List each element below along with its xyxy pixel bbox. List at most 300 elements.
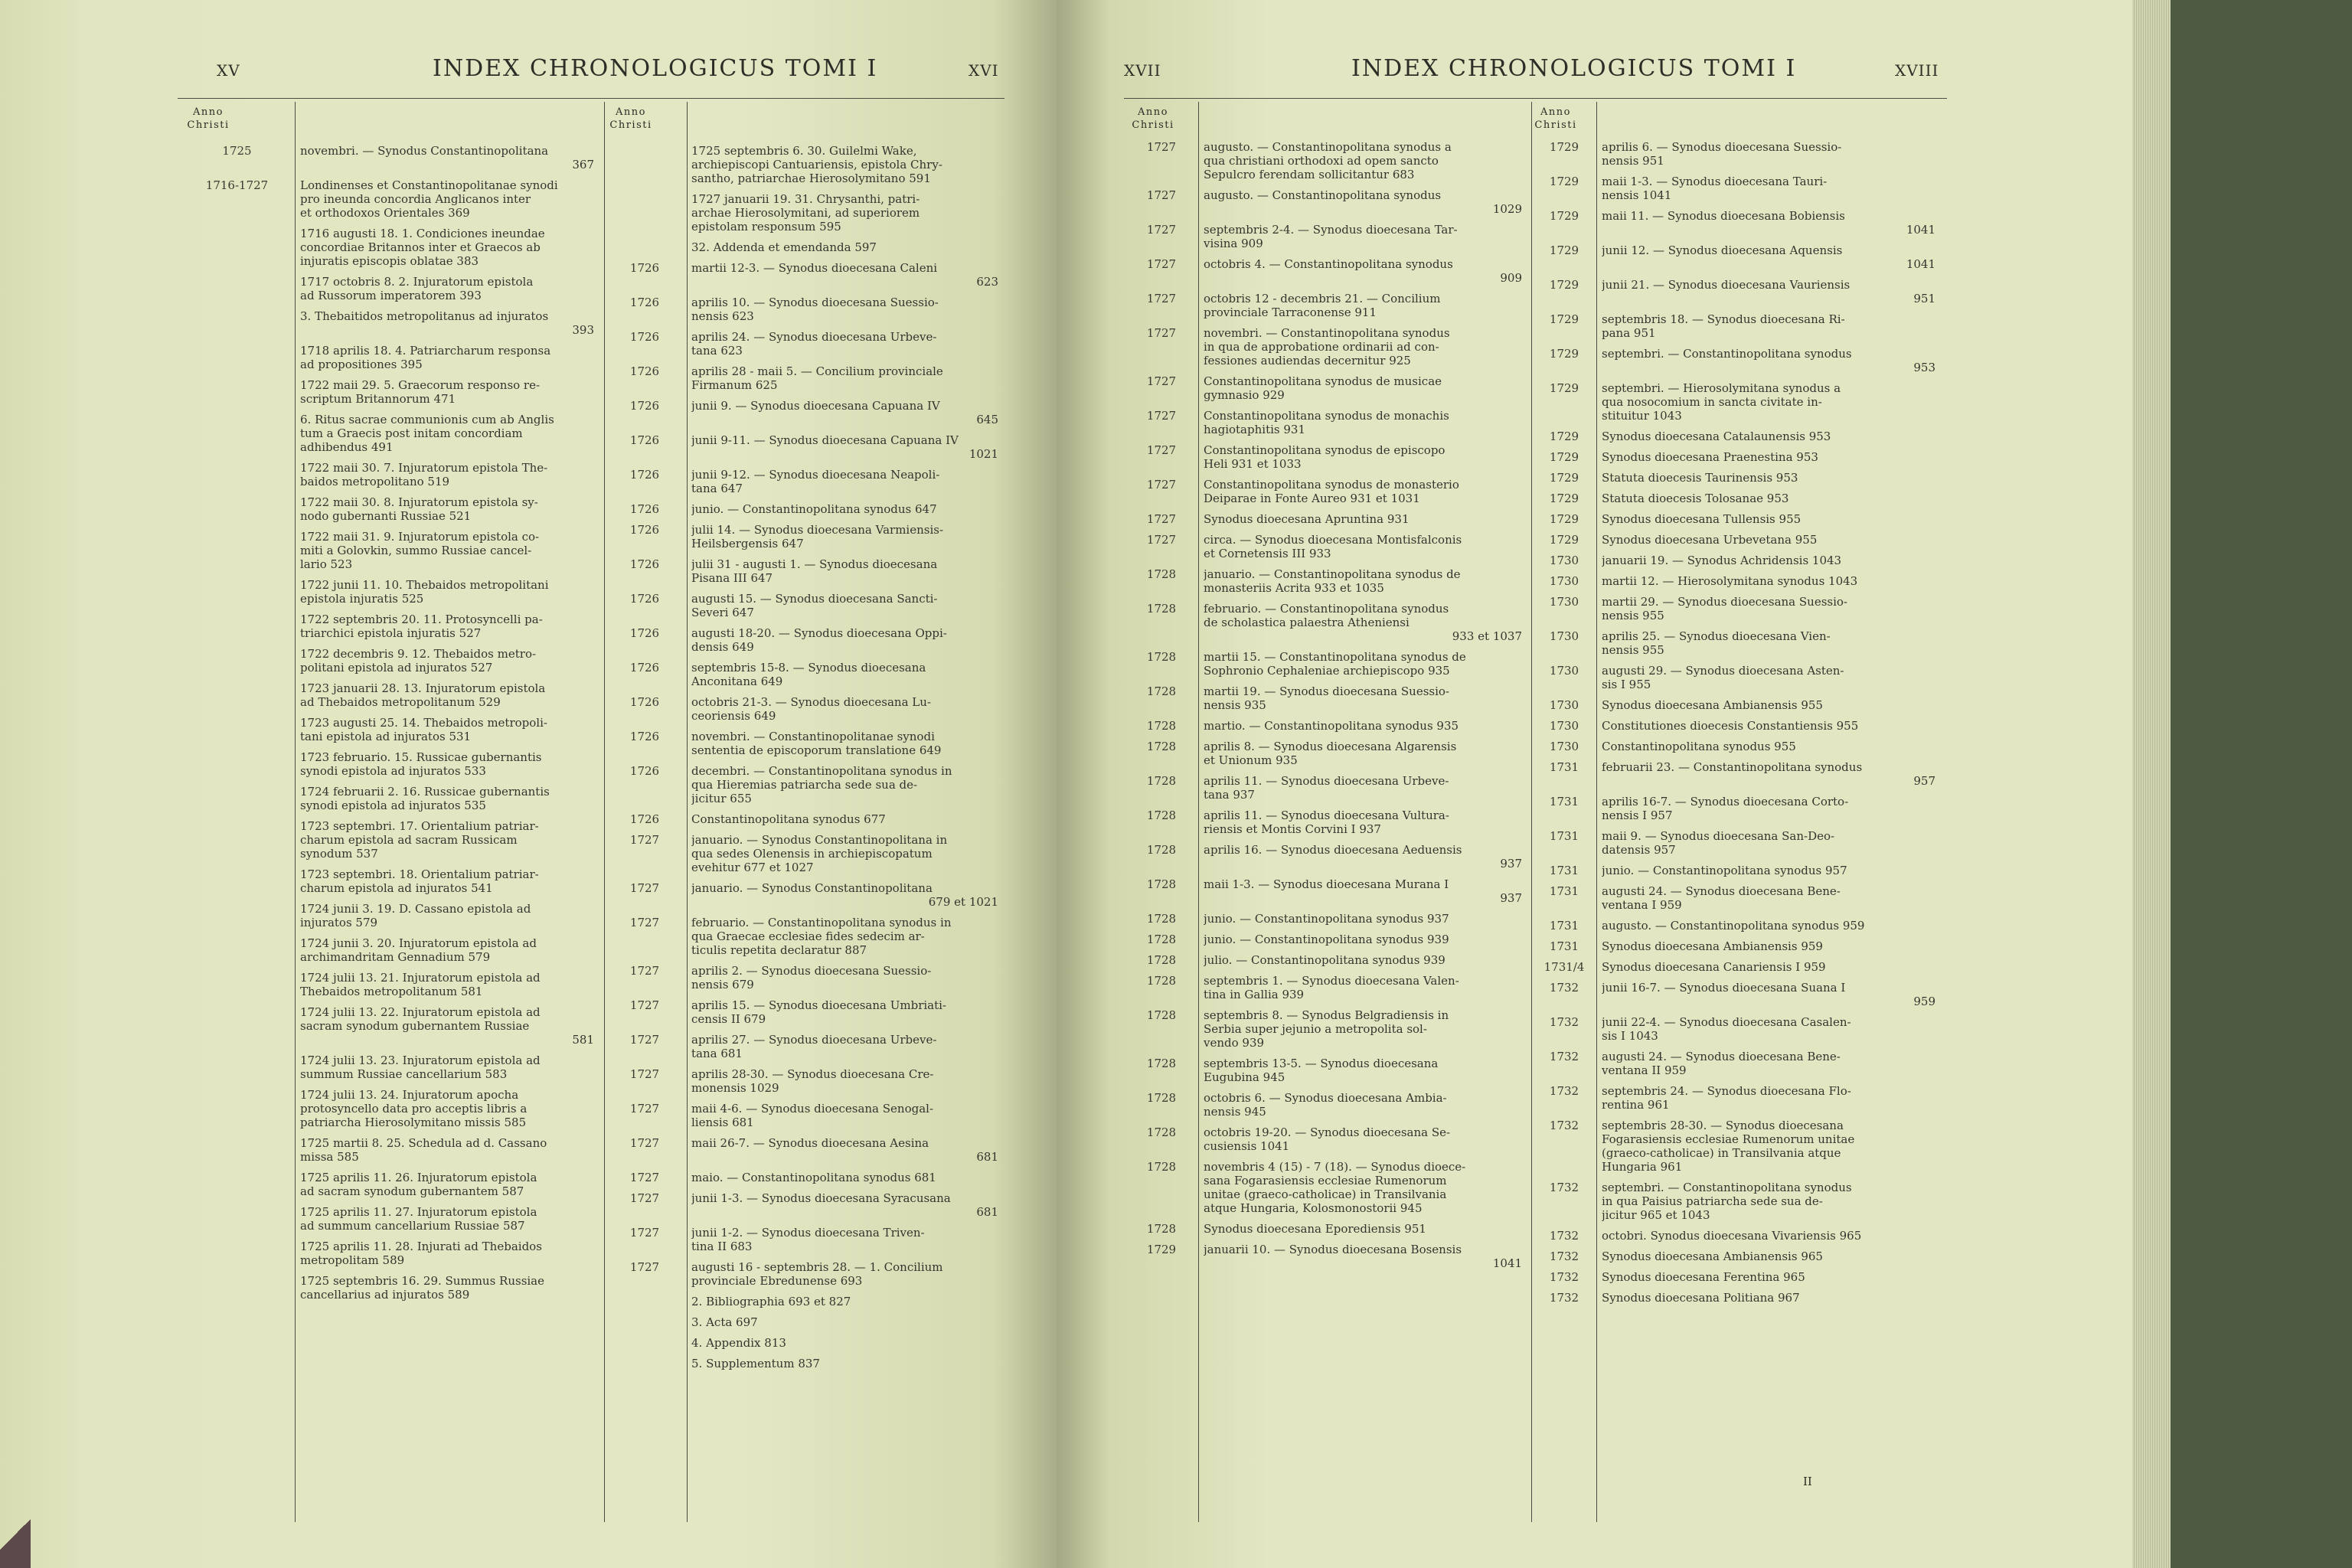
entry-line: maii 1-3. — Synodus dioecesana Tauri- (1602, 175, 1828, 188)
index-entry (691, 468, 1001, 495)
entry-line: evehitur 677 et 1027 (691, 861, 814, 874)
entry-line: martii 15. — Constantinopolitana synodus de (1204, 650, 1466, 664)
left-page (0, 0, 1057, 1568)
entry-line: 1724 februarii 2. 16. Russicae gubernantis (300, 785, 550, 799)
entry-line: injuratis episcopis oblatae 383 (300, 254, 479, 268)
index-entry (300, 785, 597, 812)
entry-line: junio. — Constantinopolitana synodus 957 (1602, 864, 1847, 877)
entry-line: 959 (1913, 995, 1936, 1008)
index-entry (300, 612, 597, 640)
entry-line: julii 31 - augusti 1. — Synodus dioecesana (691, 557, 938, 571)
index-entry (1204, 1091, 1525, 1119)
entry-year: 1731 (1549, 795, 1579, 808)
entry-year: 1727 (629, 916, 660, 929)
entry-line: Synodus dioecesana Tullensis 955 (1602, 512, 1802, 526)
entry-line: synodi epistola ad injuratos 533 (300, 764, 486, 778)
entry-line: aprilis 8. — Synodus dioecesana Algarensis (1204, 740, 1457, 753)
entry-line: injuratos 579 (300, 916, 378, 929)
entry-line: junio. — Constantinopolitana synodus 939 (1204, 933, 1449, 946)
entry-line: 581 (572, 1033, 594, 1047)
entry-line: in qua de approbatione ordinarii ad con- (1204, 340, 1439, 354)
index-entry (1204, 740, 1525, 767)
entry-line: Deiparae in Fonte Aureo 931 et 1031 (1204, 492, 1420, 505)
entry-line: 4. Appendix 813 (691, 1336, 786, 1350)
entry-line: 2. Bibliographia 693 et 827 (691, 1295, 851, 1308)
entry-year: 1727 (1146, 257, 1177, 271)
entry-line: nensis 679 (691, 978, 754, 991)
entry-line: septembris 13-5. — Synodus dioecesana (1204, 1057, 1439, 1070)
entry-line: tana 937 (1204, 788, 1255, 802)
entry-line: 3. Acta 697 (691, 1315, 758, 1329)
entry-line: septembris 28-30. — Synodus dioecesana (1602, 1119, 1844, 1132)
entry-line: ventana I 959 (1602, 898, 1682, 912)
entry-year: 1726 (629, 399, 660, 413)
entry-line: 1723 septembri. 17. Orientalium patriar- (300, 819, 539, 833)
entry-year: 1728 (1146, 953, 1177, 967)
entry-year: 1732 (1549, 1119, 1579, 1132)
entry-line: nodo gubernanti Russiae 521 (300, 509, 472, 523)
index-entry (1602, 1119, 1939, 1174)
index-entry (1204, 1243, 1525, 1270)
index-entry (300, 178, 597, 220)
entry-year: 1727 (629, 833, 660, 847)
index-entry (691, 261, 1001, 289)
entry-line: aprilis 25. — Synodus dioecesana Vien- (1602, 629, 1831, 643)
entry-line: sis I 1043 (1602, 1029, 1658, 1043)
index-entry (1204, 808, 1525, 836)
index-entry (691, 1260, 1001, 1288)
anno-christi-header: Anno Christi (1132, 106, 1174, 131)
entry-line: sis I 955 (1602, 678, 1651, 691)
entry-line: aprilis 2. — Synodus dioecesana Suessio- (691, 964, 932, 978)
entry-year: 1728 (1146, 912, 1177, 926)
entry-line: 1725 septembris 16. 29. Summus Russiae (300, 1274, 545, 1288)
index-entry (1602, 1181, 1939, 1222)
entry-year: 1727 (629, 1171, 660, 1184)
entry-year: 1727 (629, 881, 660, 895)
entry-year: 1727 (1146, 326, 1177, 340)
index-entry (691, 998, 1001, 1026)
entry-line: protosyncello data pro acceptis libris a (300, 1102, 528, 1116)
entry-line: summum Russiae cancellarium 583 (300, 1067, 508, 1081)
entry-line: 937 (1500, 891, 1522, 905)
index-entry (691, 1295, 1001, 1308)
index-entry (300, 1274, 597, 1302)
entry-year: 1730 (1549, 595, 1579, 609)
entry-line: santho, patriarchae Hierosolymitano 591 (691, 172, 931, 185)
entry-line: Constantinopolitana synodus de musicae (1204, 374, 1442, 388)
left-page-number-right: XVI (969, 61, 999, 80)
entry-year: 1729 (1549, 209, 1579, 223)
entry-line: 1722 decembris 9. 12. Thebaidos metro- (300, 647, 537, 661)
entry-line: 1041 (1906, 223, 1936, 237)
entry-year: 1732 (1549, 1270, 1579, 1284)
entry-line: junii 9. — Synodus dioecesana Capuana IV (691, 399, 940, 413)
entry-year: 1726 (629, 626, 660, 640)
entry-line: visina 909 (1204, 237, 1263, 250)
entry-line: Anconitana 649 (691, 675, 783, 688)
index-entry (300, 681, 597, 709)
entry-line: novembri. — Synodus Constantinopolitana (300, 144, 549, 158)
entry-line: aprilis 11. — Synodus dioecesana Urbeve- (1204, 774, 1449, 788)
entry-year: 1716-1727 (205, 178, 269, 192)
entry-line: augusti 18-20. — Synodus dioecesana Oppi- (691, 626, 947, 640)
entry-line: 1723 februario. 15. Russicae gubernantis (300, 750, 542, 764)
entry-year: 1732 (1549, 1050, 1579, 1063)
entry-year: 1728 (1146, 1160, 1177, 1174)
index-entry (1602, 1270, 1939, 1284)
entry-year: 1727 (629, 1136, 660, 1150)
entry-line: archimandritam Gennadium 579 (300, 950, 491, 964)
entry-line: archiepiscopi Cantuariensis, epistola Chry- (691, 158, 942, 172)
entry-year: 1728 (1146, 1008, 1177, 1022)
index-entry (1204, 533, 1525, 560)
entry-line: miti a Golovkin, summo Russiae cancel- (300, 544, 532, 557)
entry-year: 1732 (1549, 1250, 1579, 1263)
entry-year: 1732 (1549, 1015, 1579, 1029)
entry-year: 1728 (1146, 974, 1177, 988)
entry-year: 1730 (1549, 629, 1579, 643)
entry-year: 1730 (1549, 719, 1579, 733)
entry-line: aprilis 27. — Synodus dioecesana Urbeve- (691, 1033, 937, 1047)
entry-line: 3. Thebaitidos metropolitanus ad injuratos (300, 309, 549, 323)
index-entry (691, 730, 1001, 757)
entry-line: 1724 julii 13. 21. Injuratorum epistola ad (300, 971, 541, 985)
entry-line: martii 19. — Synodus dioecesana Suessio- (1204, 684, 1449, 698)
entry-year: 1727 (1146, 374, 1177, 388)
entry-line: 1725 aprilis 11. 28. Injurati ad Thebaidos (300, 1240, 542, 1253)
entry-year: 1729 (1549, 278, 1579, 292)
entry-line: septembri. — Constantinopolitana synodus (1602, 347, 1852, 361)
entry-year: 1731/4 (1544, 960, 1585, 974)
entry-line: aprilis 6. — Synodus dioecesana Suessio- (1602, 140, 1842, 154)
entry-year: 1731 (1549, 829, 1579, 843)
column-rule (1198, 102, 1199, 1522)
entry-year: 1729 (1549, 347, 1579, 361)
entry-line: augusti 16 - septembris 28. — 1. Concilium (691, 1260, 943, 1274)
entry-line: et Unionum 935 (1204, 753, 1298, 767)
index-entry (1602, 381, 1939, 423)
index-entry (1204, 719, 1525, 733)
entry-line: Constantinopolitana synodus de monachis (1204, 409, 1449, 423)
index-entry (691, 916, 1001, 957)
entry-line: qua Graecae ecclesiae fides sedecim ar- (691, 929, 925, 943)
index-entry (691, 592, 1001, 619)
index-entry (1602, 795, 1939, 822)
entry-line: pro ineunda concordia Anglicanos inter (300, 192, 531, 206)
index-entry (1204, 188, 1525, 216)
index-entry (300, 867, 597, 895)
entry-year: 1728 (1146, 602, 1177, 616)
header-rule (1124, 98, 1947, 99)
index-entry (1602, 1015, 1939, 1043)
entry-line: junii 1-2. — Synodus dioecesana Triven- (691, 1226, 925, 1240)
entry-line: nensis 945 (1204, 1105, 1266, 1119)
column-rule (295, 102, 296, 1522)
index-entry (1602, 243, 1939, 271)
entry-line: aprilis 16-7. — Synodus dioecesana Corto- (1602, 795, 1849, 808)
entry-year: 1726 (629, 468, 660, 482)
anno-christi-header: Anno Christi (1534, 106, 1577, 131)
entry-line: Synodus dioecesana Urbevetana 955 (1602, 533, 1818, 547)
entry-line: vendo 939 (1204, 1036, 1265, 1050)
index-entry (1204, 567, 1525, 595)
entry-line: 1722 junii 11. 10. Thebaidos metropolitani (300, 578, 549, 592)
entry-line: septembris 1. — Synodus dioecesana Valen- (1204, 974, 1459, 988)
index-entry (1204, 953, 1525, 967)
entry-line: 1725 martii 8. 25. Schedula ad d. Cassano (300, 1136, 547, 1150)
entry-year: 1728 (1146, 740, 1177, 753)
entry-year: 1727 (629, 1102, 660, 1116)
entry-line: 1724 junii 3. 19. D. Cassano epistola ad (300, 902, 531, 916)
index-entry (1204, 877, 1525, 905)
entry-line: augusti 24. — Synodus dioecesana Bene- (1602, 1050, 1841, 1063)
entry-line: januarii 19. — Synodus Achridensis 1043 (1602, 554, 1842, 567)
entry-year: 1731 (1549, 760, 1579, 774)
entry-year: 1728 (1146, 774, 1177, 788)
entry-line: septembris 2-4. — Synodus dioecesana Tar- (1204, 223, 1458, 237)
index-entry (300, 275, 597, 302)
entry-line: 1722 maii 31. 9. Injuratorum epistola co- (300, 530, 540, 544)
entry-year: 1728 (1146, 650, 1177, 664)
index-entry (691, 192, 1001, 234)
index-entry (691, 1336, 1001, 1350)
entry-line: Statuta dioecesis Tolosanae 953 (1602, 492, 1789, 505)
entry-line: nensis 955 (1602, 609, 1664, 622)
entry-line: 393 (572, 323, 594, 337)
entry-line: maii 1-3. — Synodus dioecesana Murana I (1204, 877, 1449, 891)
entry-line: riensis et Montis Corvini I 937 (1204, 822, 1381, 836)
entry-line: martio. — Constantinopolitana synodus 935 (1204, 719, 1459, 733)
entry-line: 1725 aprilis 11. 27. Injuratorum epistola (300, 1205, 537, 1219)
index-entry (691, 812, 1001, 826)
index-entry (691, 1102, 1001, 1129)
entry-line: cancellarius ad injuratos 589 (300, 1288, 470, 1302)
index-entry (1602, 140, 1939, 168)
entry-line: nensis 935 (1204, 698, 1266, 712)
entry-year: 1729 (1549, 430, 1579, 443)
index-entry (691, 1171, 1001, 1184)
entry-line: circa. — Synodus dioecesana Montisfalconis (1204, 533, 1462, 547)
entry-line: augusto. — Constantinopolitana synodus 959 (1602, 919, 1865, 933)
index-entry (691, 399, 1001, 426)
index-entry (691, 557, 1001, 585)
entry-line: rentina 961 (1602, 1098, 1670, 1112)
entry-line: jicitur 965 et 1043 (1602, 1208, 1710, 1222)
index-entry (1204, 140, 1525, 181)
entry-year: 1727 (629, 998, 660, 1012)
index-entry (691, 1315, 1001, 1329)
entry-year: 1730 (1549, 740, 1579, 753)
entry-line: Constantinopolitana synodus 677 (691, 812, 886, 826)
index-entry (1204, 257, 1525, 285)
index-entry (1602, 629, 1939, 657)
entry-line: ticulis repetita declaratur 887 (691, 943, 867, 957)
entry-line: 953 (1913, 361, 1936, 374)
entry-line: tina in Gallia 939 (1204, 988, 1305, 1001)
entry-line: augusti 24. — Synodus dioecesana Bene- (1602, 884, 1841, 898)
entry-line: Synodus dioecesana Politiana 967 (1602, 1291, 1800, 1305)
entry-line: synodi epistola ad injuratos 535 (300, 799, 486, 812)
entry-line: nensis 955 (1602, 643, 1664, 657)
entry-line: junii 1-3. — Synodus dioecesana Syracusana (691, 1191, 951, 1205)
entry-line: 1722 maii 30. 8. Injuratorum epistola sy- (300, 495, 538, 509)
entry-year: 1728 (1146, 684, 1177, 698)
entry-line: februario. — Constantinopolitana synodus (1204, 602, 1449, 616)
entry-year: 1726 (629, 261, 660, 275)
index-entry (691, 1226, 1001, 1253)
entry-line: ad Thebaidos metropolitanum 529 (300, 695, 501, 709)
index-entry (691, 833, 1001, 874)
index-entry (1204, 292, 1525, 319)
entry-line: et orthodoxos Orientales 369 (300, 206, 470, 220)
entry-year: 1728 (1146, 719, 1177, 733)
index-entry (1602, 492, 1939, 505)
entry-line: 1041 (1492, 1256, 1522, 1270)
index-entry (300, 936, 597, 964)
index-entry (1602, 864, 1939, 877)
entry-line: fessiones audiendas decernitur 925 (1204, 354, 1411, 368)
entry-line: julio. — Constantinopolitana synodus 939 (1204, 953, 1446, 967)
entry-line: 6. Ritus sacrae communionis cum ab Anglis (300, 413, 554, 426)
entry-line: aprilis 28 - maii 5. — Concilium provinciale (691, 364, 943, 378)
entry-year: 1726 (629, 764, 660, 778)
entry-line: aprilis 15. — Synodus dioecesana Umbriati- (691, 998, 947, 1012)
entry-line: 1041 (1906, 257, 1936, 271)
entry-line: maii 26-7. — Synodus dioecesana Aesina (691, 1136, 929, 1150)
entry-year: 1729 (1549, 492, 1579, 505)
entry-line: Constitutiones dioecesis Constantiensis 955 (1602, 719, 1859, 733)
entry-line: Statuta dioecesis Taurinensis 953 (1602, 471, 1798, 485)
index-entry (1602, 1084, 1939, 1112)
entry-line: junii 16-7. — Synodus dioecesana Suana I (1602, 981, 1846, 995)
index-entry (691, 1191, 1001, 1219)
index-entry (1602, 981, 1939, 1008)
index-entry (1602, 1229, 1939, 1243)
index-entry (691, 1067, 1001, 1095)
index-entry (1602, 471, 1939, 485)
index-entry (300, 1136, 597, 1164)
entry-year: 1725 (222, 144, 252, 158)
entry-line: sacram synodum gubernantem Russiae (300, 1019, 530, 1033)
entry-line: ventana II 959 (1602, 1063, 1687, 1077)
index-entry (1204, 650, 1525, 678)
entry-line: Fogarasiensis ecclesiae Rumenorum unitae (1602, 1132, 1855, 1146)
index-entry (691, 502, 1001, 516)
entry-line: junii 22-4. — Synodus dioecesana Casalen- (1602, 1015, 1851, 1029)
index-entry (691, 433, 1001, 461)
entry-year: 1726 (629, 433, 660, 447)
entry-line: Synodus dioecesana Ferentina 965 (1602, 1270, 1805, 1284)
entry-line: ceoriensis 649 (691, 709, 776, 723)
entry-year: 1727 (1146, 409, 1177, 423)
entry-line: Hungaria 961 (1602, 1160, 1683, 1174)
index-entry (300, 378, 597, 406)
index-entry (300, 1171, 597, 1198)
index-entry (691, 1033, 1001, 1060)
entry-line: tana 681 (691, 1047, 743, 1060)
entry-line: 679 et 1021 (928, 895, 998, 909)
entry-year: 1727 (629, 1191, 660, 1205)
entry-year: 1732 (1549, 1084, 1579, 1098)
index-entry (300, 495, 597, 523)
index-entry (1602, 209, 1939, 237)
entry-line: 933 et 1037 (1452, 629, 1522, 643)
index-entry (1602, 960, 1939, 974)
entry-line: januario. — Constantinopolitana synodus de (1204, 567, 1461, 581)
index-entry (1602, 1050, 1939, 1077)
entry-line: nensis 951 (1602, 154, 1664, 168)
entry-year: 1727 (629, 1226, 660, 1240)
entry-line: qua Hieremias patriarcha sede sua de- (691, 778, 918, 792)
entry-line: in qua Paisius patriarcha sede sua de- (1602, 1194, 1823, 1208)
entry-year: 1726 (629, 330, 660, 344)
entry-year: 1726 (629, 661, 660, 675)
entry-line: augusto. — Constantinopolitana synodus a (1204, 140, 1452, 154)
index-entry (300, 902, 597, 929)
entry-line: synodum 537 (300, 847, 378, 861)
entry-line: maii 11. — Synodus dioecesana Bobiensis (1602, 209, 1845, 223)
entry-line: Serbia super jejunio a metropolita sol- (1204, 1022, 1427, 1036)
entry-line: 1718 aprilis 18. 4. Patriarcharum responsa (300, 344, 551, 358)
entry-line: Sophronio Cephaleniae archiepiscopo 935 (1204, 664, 1450, 678)
entry-line: politani epistola ad injuratos 527 (300, 661, 493, 675)
entry-line: 1716 augusti 18. 1. Condiciones ineundae (300, 227, 545, 240)
entry-year: 1728 (1146, 808, 1177, 822)
index-entry (1602, 312, 1939, 340)
entry-line: junii 21. — Synodus dioecesana Vauriensis (1602, 278, 1851, 292)
entry-line: adhibendus 491 (300, 440, 394, 454)
entry-line: triarchici epistola injuratis 527 (300, 626, 482, 640)
index-entry (1204, 223, 1525, 250)
entry-line: tani epistola ad injuratos 531 (300, 730, 472, 743)
index-entry (300, 716, 597, 743)
entry-line: 1021 (969, 447, 998, 461)
entry-year: 1728 (1146, 933, 1177, 946)
index-entry (300, 750, 597, 778)
entry-line: 681 (976, 1150, 998, 1164)
entry-line: Synodus dioecesana Praenestina 953 (1602, 450, 1818, 464)
column-rule (1596, 102, 1597, 1522)
gathering-signature: II (1803, 1475, 1812, 1488)
index-entry (691, 330, 1001, 358)
index-entry (1602, 512, 1939, 526)
entry-line: septembris 18. — Synodus dioecesana Ri- (1602, 312, 1845, 326)
entry-line: 1727 januarii 19. 31. Chrysanthi, patri- (691, 192, 920, 206)
entry-line: novembris 4 (15) - 7 (18). — Synodus dioece- (1204, 1160, 1466, 1174)
entry-line: tina II 683 (691, 1240, 753, 1253)
entry-year: 1730 (1549, 574, 1579, 588)
index-entry (300, 227, 597, 268)
entry-line: 645 (976, 413, 998, 426)
entry-year: 1729 (1549, 312, 1579, 326)
background-corner (0, 1501, 31, 1568)
entry-line: Constantinopolitana synodus 955 (1602, 740, 1796, 753)
entry-line: septembris 15-8. — Synodus dioecesana (691, 661, 926, 675)
entry-line: Synodus dioecesana Apruntina 931 (1204, 512, 1410, 526)
entry-line: (graeco-catholicae) in Transilvania atque (1602, 1146, 1841, 1160)
entry-line: octobris 12 - decembris 21. — Concilium (1204, 292, 1441, 305)
entry-line: baidos metropolitano 519 (300, 475, 450, 488)
entry-line: epistolam responsum 595 (691, 220, 841, 234)
entry-line: 5. Supplementum 837 (691, 1357, 820, 1370)
entry-line: Synodus dioecesana Catalaunensis 953 (1602, 430, 1831, 443)
entry-line: 1724 junii 3. 20. Injuratorum epistola ad (300, 936, 537, 950)
left-running-title: INDEX CHRONOLOGICUS TOMI I (433, 55, 878, 82)
entry-line: Synodus dioecesana Ambianensis 955 (1602, 698, 1823, 712)
entry-line: octobri. Synodus dioecesana Vivariensis 965 (1602, 1229, 1862, 1243)
entry-year: 1730 (1549, 664, 1579, 678)
